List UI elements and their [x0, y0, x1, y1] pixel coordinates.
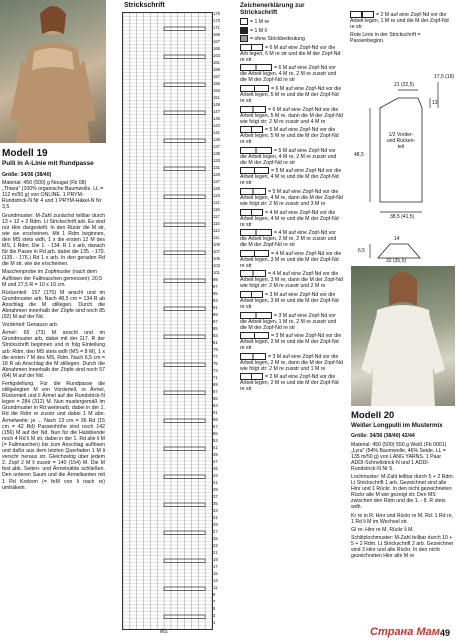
chart-row-number: 175: [213, 11, 220, 16]
model-19-paragraph: Fertigstellung: Für die Rundpasse die stillgelegten M von Vorderteil, re Ärmel, Rückenteil und li Ärmel auf die Rundstrick-N legen = 284 (312) M. Nun mustergemäß im Grundmuster in Rd weiterarb, dabei in der 1. Rd die Rdm re zusstr und dabei 1 M abn. Ärmelweite: je ... Nach 13 cm = 36 Rd (15 cm = 42 Rd) Passenhöhe sind noch 142 (156) M auf der Nd. Nun für die Halsblende noch 4 Rd li M str, dabei in der 1. Rd alle li M (= Fallmaschen) bis zum Anschlag auflösen und dafür aus dem letzten Querfaden 1 M li verschr heraus str. Gleichzeitig über jedem 2. Zopf 2 M li zusstr = 140 (154) M. Die M fest abk. Seiten- und Ärmelnähte schließen. Den unteren Saum und die Ärmelkanten mit 1 Rd Krebsm (= feM von li nach re) umhäkeln.: [2, 381, 105, 491]
model-20-figure-image: [351, 266, 455, 406]
legend-symbol-icon: [240, 126, 263, 133]
sleeve-label-b: 6,5: [358, 248, 365, 254]
chart-row-number: 43: [213, 473, 218, 478]
legend-item-text: = 3 M auf eine Zopf-Nd vor die Arbeit legen, 2 M re, dann die M der Zopf-Nd wie folgt str: 2 M re zusstr und 1 M re: [240, 353, 343, 372]
legend-item-text: = 6 M auf eine Zopf-Nd vor die Arbeit legen, 4 M re, 2 M re zusstr und die M der Zopf-Nd re str: [240, 65, 337, 84]
schematic-center-label: 1/2 Vorder- und Rücken- teil: [386, 132, 416, 150]
chart-row-number: 109: [213, 242, 220, 247]
chart-row-number: 69: [213, 382, 218, 387]
chart-row-number: 151: [213, 95, 220, 100]
chart-row-number: 95: [213, 291, 218, 296]
legend-symbol-icon: [240, 291, 263, 298]
legend-symbol-icon: [240, 270, 266, 277]
chart-row-number: 39: [213, 487, 218, 492]
legend-item: [240, 147, 343, 166]
chart-row-number: 51: [213, 445, 218, 450]
legend-item-text: = ohne Strickbedeutung: [250, 36, 305, 43]
chart-row-number: 127: [213, 179, 220, 184]
model-19-paragraph: Vorderteil: Genauso arb.: [2, 322, 59, 329]
chart-row-number: 61: [213, 410, 218, 415]
legend-item: [240, 229, 343, 248]
schematic-bottom-label: 38,5 (41,5): [390, 214, 415, 220]
chart-row-number: 93: [213, 298, 218, 303]
chart-row-number: 123: [213, 193, 220, 198]
legend-item: [240, 64, 343, 83]
legend-item-text: = 4 M auf eine Zopf-Nd vor die Arbeit legen, 2 M re, 2 M re zusstr und die M der Zopf-Nd re str: [240, 230, 337, 249]
legend-symbol-icon: [240, 106, 266, 113]
chart-row-number: 165: [213, 46, 220, 51]
model-19-subtitle: Pulli in A-Linie mit Rundpasse: [2, 160, 94, 167]
legend-symbol-icon: [240, 332, 269, 339]
legend-item: [240, 44, 343, 63]
model-20-photo: [351, 266, 455, 406]
chart-row-number: 103: [213, 263, 220, 268]
chart-row-number: 87: [213, 319, 218, 324]
chart-row-number: 105: [213, 256, 220, 261]
chart-row-number: 169: [213, 32, 220, 37]
legend-item-text: = 2 M auf eine Zopf-Nd vor die Arbeit legen, 2 M re und die M der Zopf-Nd re str: [240, 374, 339, 393]
chart-row-number: 125: [213, 186, 220, 191]
legend-item-text: = 4 M auf eine Zopf-Nd vor die Arbeit legen, 4 M re und die M der Zopf-Nd re str: [240, 209, 339, 228]
legend-item: [240, 35, 343, 42]
legend-item-text: = 3 M auf eine Zopf-Nd vor die Arbeit legen, 3 M re und die M der Zopf-Nd re str: [240, 291, 339, 310]
model-19-figure-image: [0, 0, 106, 143]
chart-row-number: 143: [213, 123, 220, 128]
chart-row-number: 147: [213, 109, 220, 114]
chart-row-number: 31: [213, 515, 218, 520]
legend-title-text: Zeichenerklärung zur Strickschrift: [240, 2, 305, 16]
legend-symbol-icon: [240, 353, 266, 360]
watermark: Страна Мам: [370, 626, 440, 638]
garment-schematic: [350, 72, 455, 262]
chart-row-number: 99: [213, 277, 218, 282]
chart-row-number: 7: [213, 599, 216, 604]
model-19-photo: [0, 0, 106, 143]
model-19-paragraph: Ärmel: 65 (73) M anschl und im Grundmuster arb, dabei mit der 117. R der Strickschrift beginnen und in folg Einteilung arb: Rdm, den MS stets wdh (MS = 8 M), 1 x die ersten 7 M des MS, Rdm. Nach 6,5 cm = 18 R ab Anschlag die M stillegen. Durch die Abnahmen innerhalb der Zöpfe sind noch 57 (64) M auf der Nd.: [2, 330, 105, 379]
sleeve-label-c: 32 (35,5): [386, 258, 407, 264]
chart-row-number: 17: [213, 564, 218, 569]
legend-symbol-icon: [240, 312, 272, 319]
legend-item-text: = 5 M auf eine Zopf-Nd vor die Arbeit legen, 4 M re, 2 M re zusstr und die M der Zopf-Nd re str: [240, 147, 337, 166]
chart-row-number: 89: [213, 312, 218, 317]
chart-row-number: 167: [213, 39, 220, 44]
chart-row-number: 173: [213, 18, 220, 23]
legend-item: [240, 188, 343, 207]
chart-row-number: 21: [213, 550, 218, 555]
chart-row-number: 113: [213, 228, 220, 233]
schematic-left-label: 48,5: [354, 152, 364, 158]
legend-item: [240, 332, 343, 351]
legend-item-text: = 4 M auf eine Zopf-Nd vor die Arbeit legen, 3 M re, dann die M der Zopf-Nd wie folgt str: 2 M re zusstr und 2 M re: [240, 271, 343, 290]
chart-row-number: 119: [213, 207, 220, 212]
legend-item: [240, 312, 343, 331]
chart-row-number: 121: [213, 200, 220, 205]
legend-item: [240, 353, 343, 372]
chart-row-number: 79: [213, 347, 218, 352]
legend-item-text: = 5 M auf eine Zopf-Nd vor die Arbeit legen, 4 M re, dann die M der Zopf-Nd wie folgt str: 2 M re zusstr und 3 M re: [240, 188, 343, 207]
chart-row-number: 83: [213, 333, 218, 338]
chart-row-number: 5: [213, 606, 216, 611]
chart-row-number: 141: [213, 130, 220, 135]
legend-symbol-icon: [240, 229, 272, 236]
legend-symbol-icon: [240, 85, 269, 92]
legend-symbol-icon: [240, 373, 263, 380]
legend-item: [240, 250, 343, 269]
chart-row-number: 37: [213, 494, 218, 499]
sleeve-label-a: 14: [394, 236, 400, 242]
chart-row-number: 15: [213, 571, 218, 576]
cable-symbol-icon: [350, 11, 374, 18]
chart-row-number: 55: [213, 431, 218, 436]
chart-row-number: 59: [213, 417, 218, 422]
chart-row-number: 81: [213, 340, 218, 345]
chart-row-number: 101: [213, 270, 220, 275]
chart-row-number: 13: [213, 578, 218, 583]
model-19-paragraph: Größe: 34/36 (38/40): [2, 172, 52, 178]
legend-symbol-icon: [240, 147, 272, 154]
chart-row-number: 161: [213, 60, 220, 65]
chart-row-number: 117: [213, 214, 220, 219]
model-19-paragraph: Grundmuster: M-Zahl zunächst teilbar durch 13 + 12 + 2 Rdm. Lt Strickschrift arb. Es sind nur Hinr dargestellt. In den Rückr die M str, wie sie erscheinen. Mit 1 Rdm beginnen, den MS stets wdh, 1 x die ersten 12 M des MS, 1 Rdm. Die 1. - 134. R 1 x arb, danach für die Passe in Rd arb, dabei die 135. - 170. (135. - 176.) Rd 1 x arb. In den geraden Rd die M str, wie sie erscheinen.: [2, 212, 105, 268]
legend-continuation: [350, 11, 454, 44]
chart-row-number: 133: [213, 158, 220, 163]
legend-item-text: = 6 M auf eine Zopf-Nd vor die Arb legen, 6 M re str und die M der Zopf-Nd re str: [240, 44, 341, 63]
legend-symbol-icon: [240, 44, 263, 51]
chart-row-number: 157: [213, 74, 220, 79]
chart-row-number: 33: [213, 508, 218, 513]
chart-row-number: 41: [213, 480, 218, 485]
chart-grid-svg: [123, 13, 212, 629]
schematic-top-label: 21 (22,5): [394, 82, 415, 88]
chart-row-number: 129: [213, 172, 220, 177]
schematic-top-right-label: 17,5 (19): [434, 74, 455, 80]
model-20-paragraph: Material: 450 (500) 550 g Weiß (Fb 0001) „Lyra" (54% Baumwolle, 46% Seide, LL = 135 m/50 g) von LANG YARNS. 1 Paar ADDI-Schnellstrick-N und 1 ADDI-Rundstrick-N Nr 5.: [351, 441, 447, 472]
chart-row-number: 49: [213, 452, 218, 457]
legend-item: [240, 373, 343, 392]
chart-row-number: 145: [213, 116, 220, 121]
chart-row-number: 35: [213, 501, 218, 506]
model-20-paragraph: Gl re: Hinr re M, Rückr li M.: [351, 526, 414, 533]
chart-row-number: 163: [213, 53, 220, 58]
chart-row-number: 85: [213, 326, 218, 331]
chart-row-number: 9: [213, 592, 216, 597]
chart-row-numbers: [213, 12, 229, 628]
legend-item: [240, 27, 343, 34]
legend-item: [240, 291, 343, 310]
chart-row-number: 139: [213, 137, 220, 142]
legend-item: [240, 18, 343, 25]
chart-row-number: 149: [213, 102, 220, 107]
chart-row-number: 75: [213, 361, 218, 366]
model-19-title: Modell 19: [2, 148, 48, 159]
model-19-section: [2, 148, 105, 491]
chart-row-number: 115: [213, 221, 220, 226]
chart-row-number: 111: [213, 235, 220, 240]
model-20-section: [351, 410, 455, 559]
legend-item-text: = 1 M li: [250, 27, 267, 34]
legend-symbol-icon: [240, 167, 269, 174]
model-20-paragraph: Schlitzlochmuster: M-Zahl teilbar durch 10 + 5 + 2 Rdm. Lt Strickschrift 2 arb. Gezeichnet sind 3 Hinr und alle Rückr. In den nicht gezeichneten Hinr alle M re: [351, 534, 453, 560]
legend-item-text: = 5 M auf eine Zopf-Nd vor die Arbeit legen, 5 M re und die M der Zopf-Nd re str: [240, 127, 339, 146]
legend-item: [240, 126, 343, 145]
legend-item-text: = 4 M auf eine Zopf-Nd vor die Arbeit legen, 3 M re und die M der Zopf-Nd re str: [240, 250, 342, 269]
schematic-diagram: [350, 72, 455, 262]
chart-row-number: 153: [213, 88, 220, 93]
chart-row-number: 29: [213, 522, 218, 527]
legend-item-text: = 1 M re: [250, 18, 270, 25]
chart-row-number: 171: [213, 25, 220, 30]
page-number: 49: [440, 628, 451, 638]
legend-item: [240, 106, 343, 125]
schematic-right-small-label: 13: [432, 100, 438, 106]
chart-row-number: 11: [213, 585, 218, 590]
chart-row-number: 77: [213, 354, 218, 359]
legend-item: [240, 209, 343, 228]
chart-row-number: 155: [213, 81, 220, 86]
chart-row-number: 135: [213, 151, 220, 156]
chart-row-number: 73: [213, 368, 218, 373]
legend-symbol-icon: [240, 209, 263, 216]
chart-row-number: 1: [213, 620, 216, 625]
model-20-paragraph: Lochmuster: M-Zahl teilbar durch 5 + 2 Rdm. Lt Strickschrift 1 arb. Gezeichnet sind alle Hinr und 1 Rückr. In den nicht gezeichneten Rückr alle M wie gezeigt str. Den MS zwischen den Rdm und die 1. - 8. R stets wdh.: [351, 473, 455, 511]
model-20-subtitle: Weißer Longpulli im Mustermix: [351, 422, 443, 429]
model-19-paragraph: Maschenprobe im Zopfmuster (nach dem Auflösen der Fallmaschen gemessen): 20,5 M und 27,5 R = 10 x 10 cm.: [2, 269, 103, 288]
model-20-paragraph: Kr re in R: Hinr und Rückr re M, Rd: 1 Rd re, 1 Rd li M im Wechsel str.: [351, 512, 454, 525]
legend-item-text: = 3 M auf eine Zopf-Nd vor die Arbeit legen, 1 M re, 2 M re zusstr und die M der Zopf-Nd re str: [240, 312, 337, 331]
legend-item: [240, 85, 343, 104]
chart-row-number: 67: [213, 389, 218, 394]
legend-item-text: = 6 M auf eine Zopf-Nd vor die Arbeit legen, 5 M re und die M der Zopf-Nd re str: [240, 85, 342, 104]
legend-item-text: = 6 M auf eine Zopf-Nd vor die Arbeit legen, 5 M re, dann die M der Zopf-Nd wie folgt str: 2 M re zusstr und 4 M re: [240, 106, 343, 125]
legend-item-text: = 3 M auf eine Zopf-Nd vor die Arbeit legen, 2 M re und die M der Zopf-Nd re str: [240, 332, 342, 352]
chart-row-number: 25: [213, 536, 218, 541]
chart-row-number: 97: [213, 284, 218, 289]
red-line-note: Rote Linie in der Strickschrift = Passenbeginn.: [350, 32, 421, 44]
chart-row-number: 57: [213, 424, 218, 429]
legend-item: [240, 270, 343, 289]
chart-row-number: 131: [213, 165, 220, 170]
chart-row-number: 47: [213, 459, 218, 464]
model-19-paragraph: Rückenteil: 157 (170) M anschl und im Grundmuster arb. Nach 48,5 cm = 134 R ab Anschlag die M stillegen. Durch die Abnahmen innerhalb der Zöpfe sind noch 85 (92) M auf der Nd.: [2, 289, 105, 321]
chart-row-number: 107: [213, 249, 220, 254]
legend-list: [240, 18, 343, 394]
legend-symbol-icon: [240, 64, 272, 71]
chart-ms-label: MS: [160, 629, 168, 635]
chart-row-number: 27: [213, 529, 218, 534]
knitting-chart: [122, 12, 216, 630]
legend-title: [240, 2, 340, 16]
chart-row-number: 45: [213, 466, 218, 471]
chart-title: Strickschrift: [124, 2, 165, 9]
chart-row-number: 63: [213, 403, 218, 408]
chart-row-number: 3: [213, 613, 216, 618]
chart-row-number: 137: [213, 144, 220, 149]
legend-symbol-icon: [240, 188, 266, 195]
chart-row-number: 91: [213, 305, 218, 310]
legend-item: [240, 167, 343, 186]
model-20-title: Modell 20: [351, 410, 395, 421]
chart-row-number: 23: [213, 543, 218, 548]
legend-symbol-icon: [240, 27, 248, 34]
chart-row-number: 159: [213, 67, 220, 72]
chart-row-number: 71: [213, 375, 218, 380]
legend-item-text: = 5 M auf eine Zopf-Nd vor die Arbeit legen, 4 M re und die M der Zopf-Nd re str: [240, 168, 342, 187]
model-19-paragraph: Material: 450 (500) g Nougat (Fb 08) „Thiara" (100% organische Baumwolle, LL = 112 m/50 g) von ONLINE. 1 PRYM-Rundstrick-N Nr 4 und 1 PRYM-Häkel-N Nr 3,5.: [2, 180, 104, 211]
legend-symbol-icon: [240, 250, 269, 257]
legend-symbol-icon: [240, 35, 248, 42]
legend-item: = 2 M auf eine Zopf-Nd vor die Arbeit legen, 1 M re und die M der Zopf-Nd re str: [350, 11, 449, 30]
model-20-paragraph: Größe: 34/36 (38/40) 42/44: [351, 433, 415, 440]
chart-row-number: 19: [213, 557, 218, 562]
chart-row-number: 53: [213, 438, 218, 443]
chart-row-number: 65: [213, 396, 218, 401]
legend-symbol-icon: [240, 18, 248, 25]
